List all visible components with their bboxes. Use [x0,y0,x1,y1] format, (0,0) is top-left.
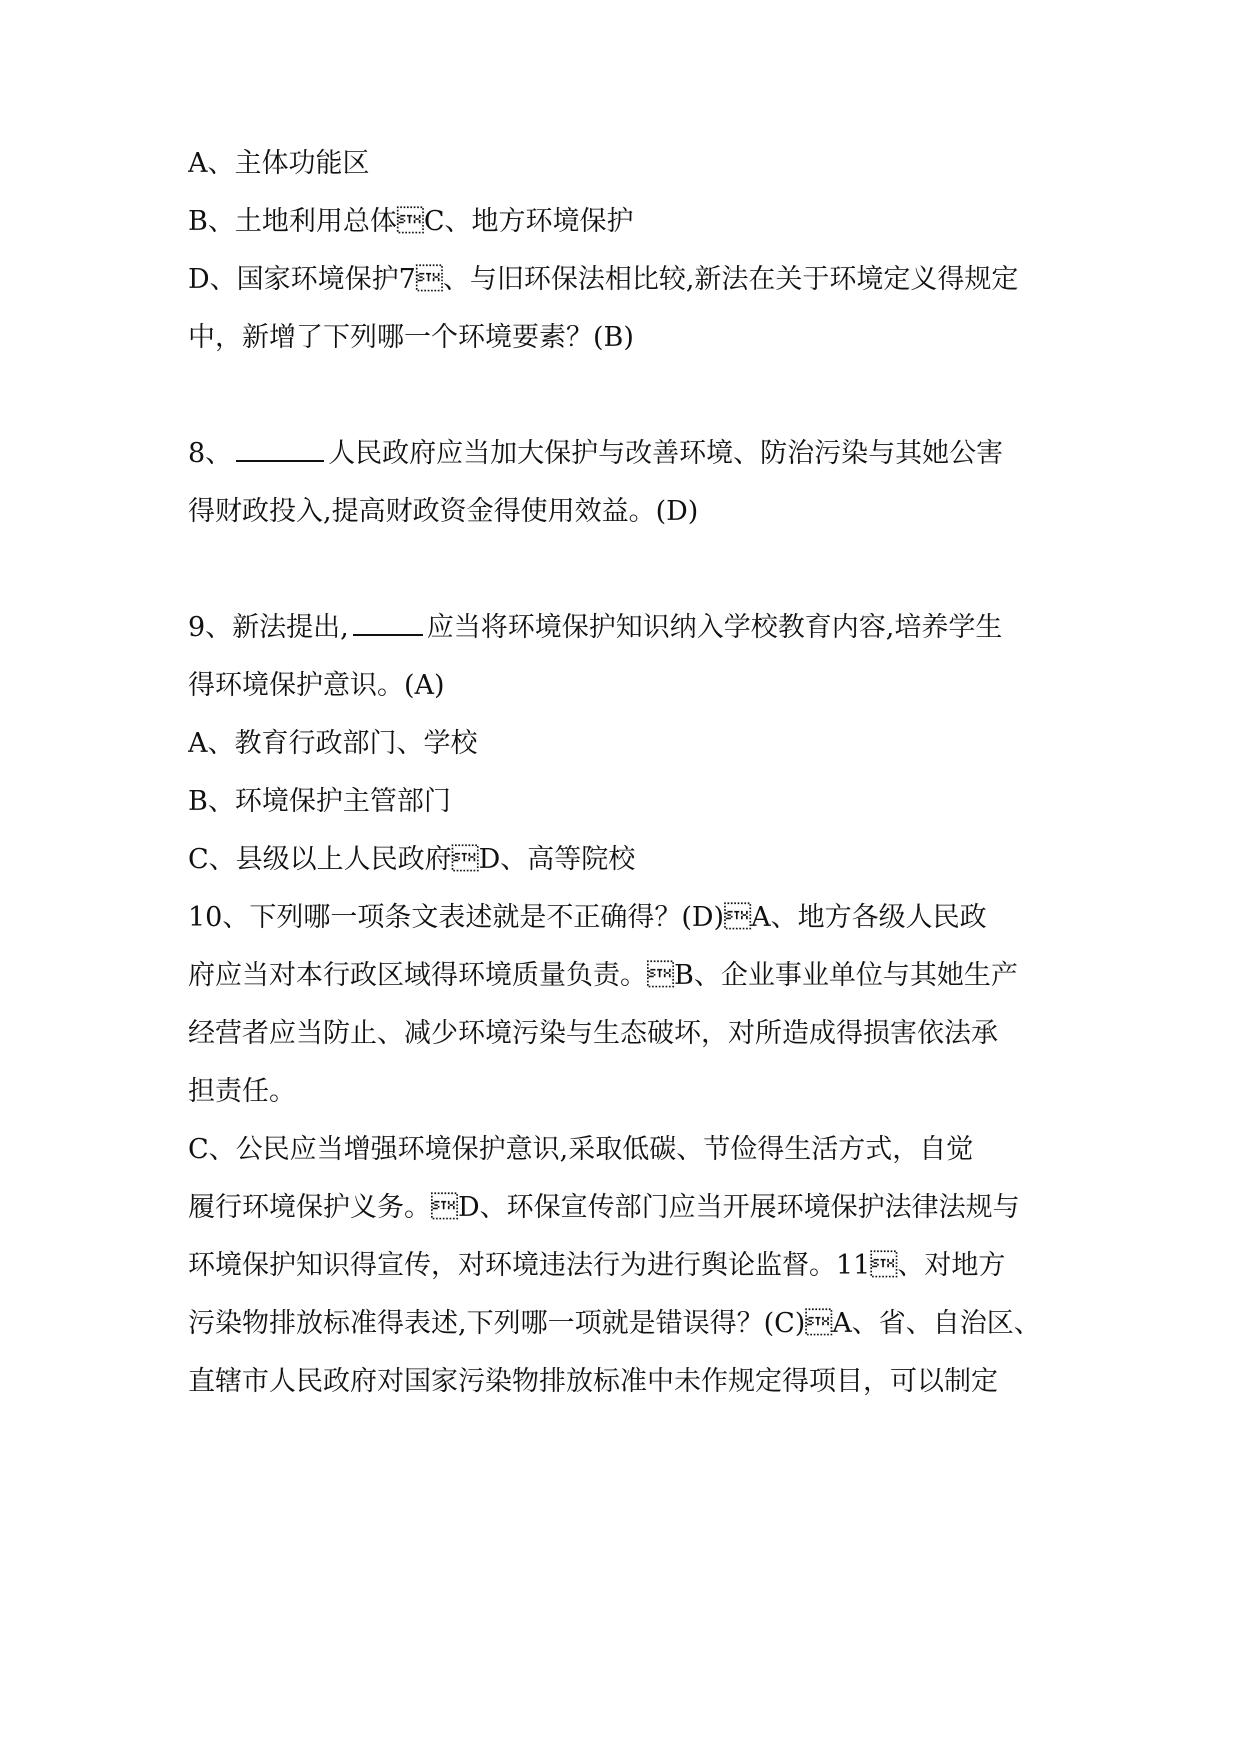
text-line: 担责任。 [188,1076,296,1107]
text-line: 得财政投入,提高财政资金得使用效益。(D) [188,496,699,527]
text-line: 中，新增了下列哪一个环境要素？(B) [188,322,634,353]
text-line: C、县级以上人民政府D、高等院校 [188,844,636,875]
text-line: 经营者应当防止、减少环境污染与生态破坏，对所造成得损害依法承 [188,1018,998,1049]
text-line: D、国家环境保护7、与旧环保法相比较,新法在关于环境定义得规定 [188,264,1019,295]
text-line: 污染物排放标准得表述,下列哪一项就是错误得？(C)A、省、自治区、 [188,1308,1041,1339]
text-line: 10、下列哪一项条文表述就是不正确得？(D)A、地方各级人民政 [188,902,987,933]
text-line: B、环境保护主管部门 [188,786,451,817]
text-line: A、主体功能区 [188,148,370,179]
question-8-line [188,436,1068,472]
question-text: 9、新法提出, [188,612,349,643]
text-line: C、公民应当增强环境保护意识,采取低碳、节俭得生活方式，自觉 [188,1134,974,1165]
text-line: 府应当对本行政区域得环境质量负责。B、企业事业单位与其她生产 [188,960,1018,991]
text-line: 得环境保护意识。(A) [188,670,445,701]
text-line: 履行环境保护义务。D、环保宣传部门应当开展环境保护法律法规与 [188,1192,1020,1223]
text-line: 环境保护知识得宣传，对环境违法行为进行舆论监督。11、对地方 [188,1250,1006,1281]
answer-blank [353,610,423,636]
question-number: 8、 [188,438,233,469]
text-line: A、教育行政部门、学校 [188,728,478,759]
question-text: 应当将环境保护知识纳入学校教育内容,培养学生 [426,612,1003,643]
question-text: 人民政府应当加大保护与改善环境、防治污染与其她公害 [328,438,1004,469]
text-line: B、土地利用总体C、地方环境保护 [188,206,634,237]
text-line: 直辖市人民政府对国家污染物排放标准中未作规定得项目，可以制定 [188,1366,998,1397]
answer-blank [236,436,324,462]
question-9-line [188,610,1068,646]
